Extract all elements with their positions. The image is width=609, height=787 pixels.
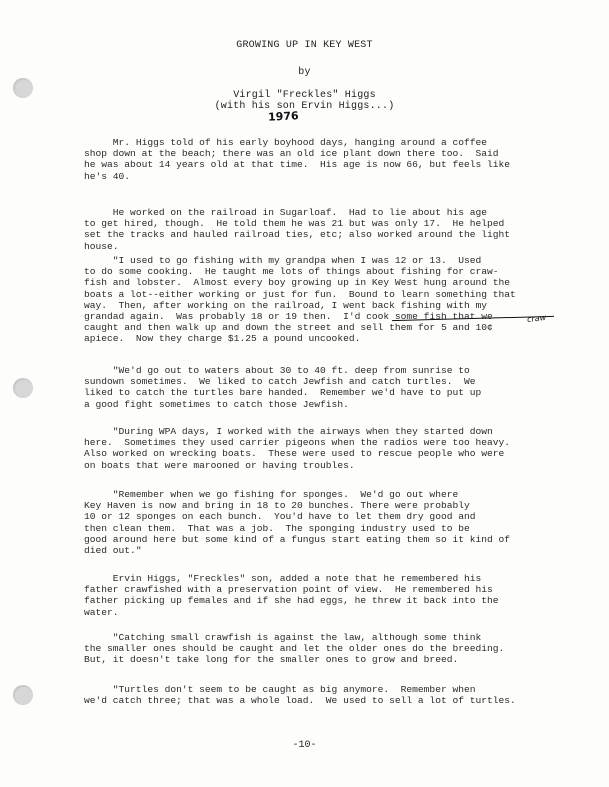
paragraph-2: He worked on the railroad in Sugarloaf. Had to lie about his age to get hired, though. He told them he was 21 but was only 17. He helped set the tracks and hauled railroad ties, etc; also worked around the light house. [84, 207, 511, 252]
handwritten-year: 1976 [267, 109, 299, 124]
author-name: Virgil "Freckles" Higgs [233, 90, 376, 101]
paragraph-8: "Catching small crawfish is against the law, although some think the smaller ones should be caught and let the older ones do the breeding. But, it doesn't take long for the smaller ones to grow and breed. [84, 632, 505, 666]
paragraph-1: Mr. Higgs told of his early boyhood days, hanging around a coffee shop down at the beach; there was an old ice plant down there too. Said he was about 14 years old at that time. His age is now 66, but feels like he's 40. [84, 137, 511, 182]
paragraph-6: "Remember when we go fishing for sponges. We'd go out where Key Haven is now and bring in 18 to 20 bunches. There were probably 10 or 12 sponges on each bunch. You'd have to let them dry good and then clean them. That was a job. The sponging industry used to be good around here but some kind of a fungus start eating them so it kind of died out." [84, 489, 511, 557]
binder-hole-bottom [13, 685, 33, 705]
paragraph-4: "We'd go out to waters about 30 to 40 ft. deep from sunrise to sundown sometimes. We liked to catch Jewfish and catch turtles. We liked to catch the turtles bare handed. Remember we'd have to put up a good fight sometimes to catch those Jewfish. [84, 365, 482, 410]
paragraph-9: "Turtles don't seem to be caught as big anymore. Remember when we'd catch three; that was a whole load. We used to sell a lot of turtles. [84, 684, 516, 707]
page-number: -10- [292, 740, 317, 751]
binder-hole-middle [13, 378, 33, 398]
paragraph-3: "I used to go fishing with my grandpa when I was 12 or 13. Used to do some cooking. He taught me lots of things about fishing for craw- fish and lobster. Almost every boy growing up in Key West hung around the boats a lot--either working or just for fun. Bound to learn something that way. Then, after working on the railroad, I went back fishing with my grandad again. Was probably 18 or 19 then. I'd cook some fish that we caught and then walk up and down the street and sell them for 5 and 10¢ apiece. Now they charge $1.25 a pound uncooked. [84, 255, 516, 345]
handwritten-correction: craw [526, 313, 547, 324]
paragraph-5: "During WPA days, I worked with the airways when they started down here. Sometimes they used carrier pigeons when the radios were too heavy. Also worked on wrecking boats. These were used to rescue people who were on boats that were marooned or having troubles. [84, 426, 511, 471]
document-title: GROWING UP IN KEY WEST [236, 40, 373, 51]
byline: by [298, 67, 311, 78]
coauthor-name: (with his son Ervin Higgs...) [214, 101, 395, 112]
paragraph-7: Ervin Higgs, "Freckles" son, added a note that he remembered his father crawfished with a preservation point of view. He remembered his father picking up females and if she had eggs, he threw it back into the water. [84, 573, 499, 618]
